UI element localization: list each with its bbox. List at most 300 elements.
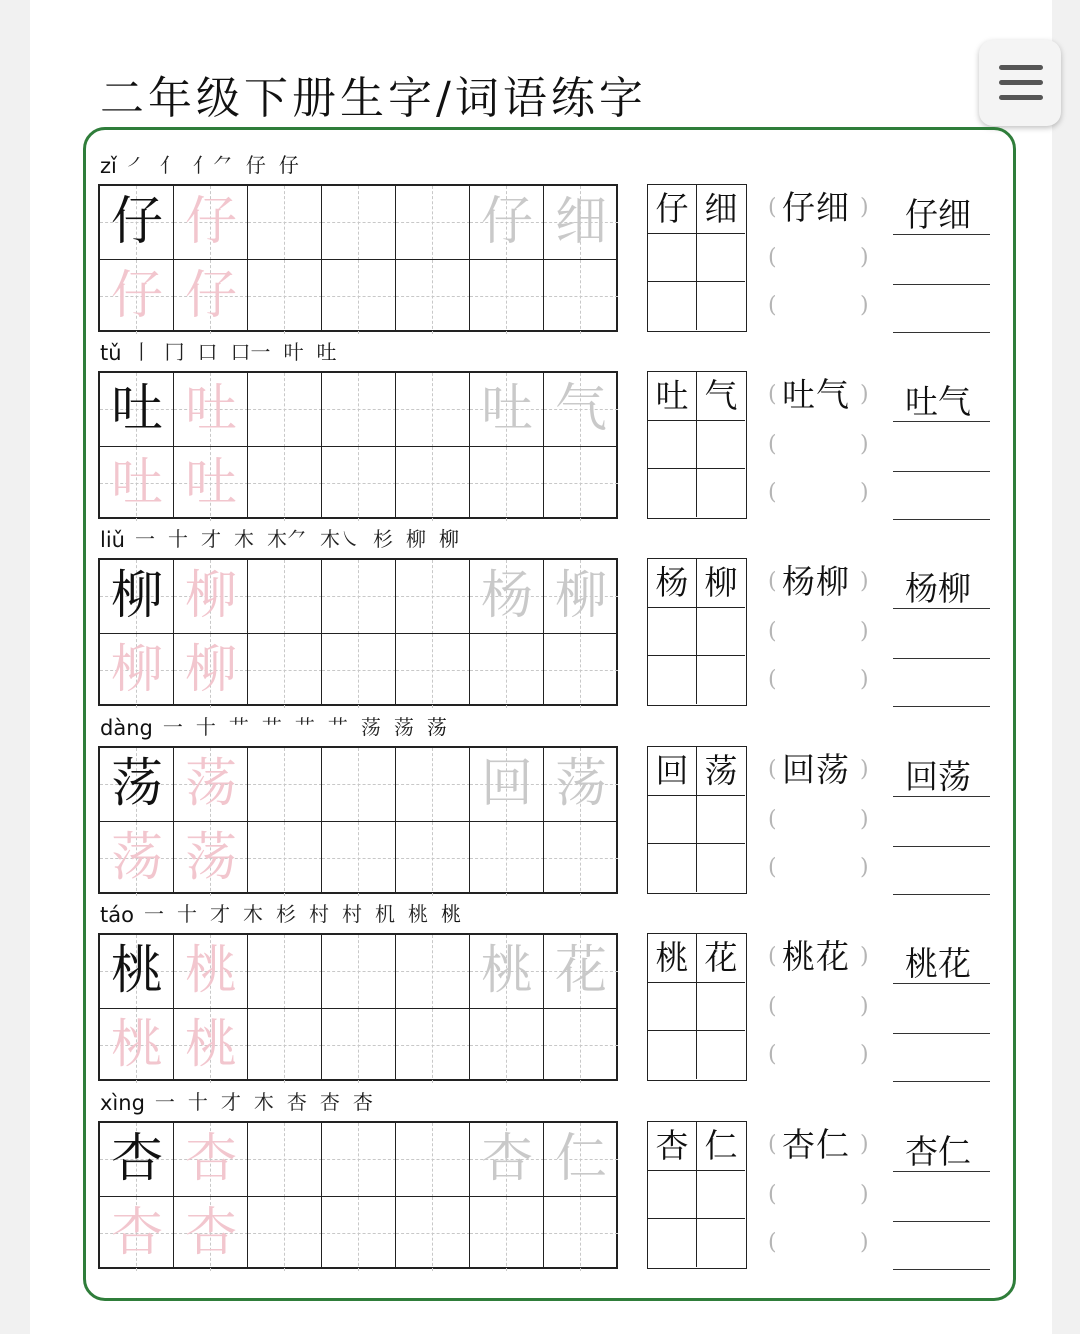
stroke-step: ㇒	[126, 153, 147, 177]
word-char: 仔	[655, 189, 689, 228]
practice-cell[interactable]	[100, 260, 174, 334]
practice-cell[interactable]	[100, 560, 174, 634]
paren-open: (	[768, 1132, 777, 1157]
guide-line-horizontal	[248, 1159, 322, 1160]
practice-cell[interactable]	[470, 1009, 544, 1083]
practice-cell[interactable]	[544, 447, 618, 521]
writing-line[interactable]	[893, 1269, 990, 1270]
writing-line[interactable]	[893, 1081, 990, 1082]
writing-line[interactable]	[893, 284, 990, 285]
trace-char: 仔	[184, 266, 237, 326]
pinyin-label: tǔ	[100, 341, 122, 365]
model-char: 杏	[110, 1129, 163, 1189]
practice-cell[interactable]	[470, 935, 544, 1009]
char-section-5	[0, 897, 1080, 1084]
practice-cell[interactable]	[100, 1197, 174, 1271]
paren-word: 仔细	[782, 188, 850, 227]
guide-line-horizontal	[396, 1045, 470, 1046]
guide-line-horizontal	[322, 1045, 396, 1046]
guide-line-vertical	[506, 447, 507, 521]
practice-cell[interactable]	[100, 634, 174, 708]
trace-char: 杏	[110, 1203, 163, 1263]
paren-open: (	[768, 245, 777, 270]
guide-line-vertical	[358, 634, 359, 708]
paren-open: (	[768, 855, 777, 880]
guide-line-horizontal	[322, 670, 396, 671]
practice-cell[interactable]	[174, 186, 248, 260]
guide-line-horizontal	[248, 858, 322, 859]
stroke-step: 荡	[360, 715, 381, 739]
writing-line[interactable]	[893, 894, 990, 895]
writing-line	[893, 421, 990, 422]
paren-close: )	[860, 944, 869, 969]
paren-open: (	[768, 569, 777, 594]
practice-cell[interactable]	[248, 935, 322, 1009]
stroke-step: 艹	[327, 715, 348, 739]
writing-line	[893, 1171, 990, 1172]
model-char: 仔	[110, 192, 163, 252]
paren-close: )	[860, 245, 869, 270]
practice-cell[interactable]	[322, 1009, 396, 1083]
guide-line-vertical	[432, 1197, 433, 1271]
practice-cell[interactable]	[396, 1123, 470, 1197]
word-trace-char: 细	[554, 192, 607, 252]
guide-line-horizontal	[396, 858, 470, 859]
trace-char: 荡	[110, 828, 163, 888]
word-grid	[647, 371, 747, 519]
practice-cell[interactable]	[396, 373, 470, 447]
stroke-step: 桃	[407, 902, 428, 926]
guide-line-vertical	[284, 1123, 285, 1197]
trace-char: 荡	[184, 754, 237, 814]
guide-line-vertical	[506, 260, 507, 334]
trace-char: 杏	[184, 1203, 237, 1263]
writing-line[interactable]	[893, 471, 990, 472]
guide-line-vertical	[506, 634, 507, 708]
menu-button[interactable]	[979, 40, 1061, 126]
practice-cell[interactable]	[322, 822, 396, 896]
practice-cell[interactable]	[248, 634, 322, 708]
guide-line-vertical	[284, 186, 285, 260]
trace-char: 柳	[110, 640, 163, 700]
paren-close: )	[860, 1182, 869, 1207]
paren-open: (	[768, 293, 777, 318]
practice-cell[interactable]	[322, 447, 396, 521]
hamburger-menu-icon	[999, 65, 1043, 70]
practice-cell[interactable]	[544, 186, 618, 260]
grid-divider	[100, 446, 618, 447]
guide-line-horizontal	[248, 1045, 322, 1046]
guide-line-horizontal	[396, 784, 470, 785]
paren-open: (	[768, 432, 777, 457]
practice-cell[interactable]	[248, 560, 322, 634]
practice-cell[interactable]	[174, 748, 248, 822]
practice-cell[interactable]	[396, 634, 470, 708]
stroke-step: 桃	[440, 902, 461, 926]
model-char: 桃	[110, 941, 163, 1001]
paren-open: (	[768, 757, 777, 782]
guide-line-vertical	[358, 447, 359, 521]
guide-line-horizontal	[470, 670, 544, 671]
practice-cell[interactable]	[396, 447, 470, 521]
trace-char: 杏	[184, 1129, 237, 1189]
word-trace-char: 柳	[554, 566, 607, 626]
writing-line[interactable]	[893, 846, 990, 847]
stroke-step: 才	[200, 527, 221, 551]
practice-cell[interactable]	[396, 186, 470, 260]
practice-cell[interactable]	[322, 634, 396, 708]
guide-line-vertical	[506, 1009, 507, 1083]
practice-cell[interactable]	[174, 822, 248, 896]
stroke-order-row	[100, 335, 350, 365]
guide-line-vertical	[506, 1197, 507, 1271]
guide-line-vertical	[580, 634, 581, 708]
word-char: 杨	[655, 563, 689, 602]
guide-line-vertical	[432, 186, 433, 260]
practice-cell[interactable]	[470, 373, 544, 447]
word-grid-divider	[648, 843, 745, 844]
practice-cell[interactable]	[544, 1197, 618, 1271]
guide-line-vertical	[358, 748, 359, 822]
underline-word: 杨柳	[905, 569, 971, 608]
word-grid	[647, 746, 747, 894]
practice-cell[interactable]	[396, 1009, 470, 1083]
guide-line-vertical	[432, 260, 433, 334]
guide-line-vertical	[432, 560, 433, 634]
paren-close: )	[860, 1042, 869, 1067]
word-grid-divider	[648, 1170, 745, 1171]
stroke-step: 亻⺈	[192, 153, 233, 177]
pinyin-label: liǔ	[100, 528, 125, 552]
practice-cell[interactable]	[470, 1197, 544, 1271]
writing-line[interactable]	[893, 706, 990, 707]
hamburger-menu-icon-bar	[999, 95, 1043, 100]
stroke-order-row	[100, 522, 472, 552]
practice-cell[interactable]	[100, 373, 174, 447]
practice-cell[interactable]	[470, 822, 544, 896]
stroke-step: 亻	[159, 153, 180, 177]
stroke-step: 村	[308, 902, 329, 926]
stroke-order-row	[100, 710, 460, 740]
guide-line-vertical	[284, 560, 285, 634]
practice-cell[interactable]	[248, 1009, 322, 1083]
word-grid	[647, 933, 747, 1081]
guide-line-vertical	[284, 373, 285, 447]
practice-cell[interactable]	[322, 186, 396, 260]
trace-char: 柳	[184, 566, 237, 626]
word-trace-char: 桃	[480, 941, 533, 1001]
practice-cell[interactable]	[322, 560, 396, 634]
paren-close: )	[860, 757, 869, 782]
practice-cell[interactable]	[544, 935, 618, 1009]
stroke-step: 叶	[283, 340, 304, 364]
practice-cell[interactable]	[248, 822, 322, 896]
writing-line[interactable]	[893, 658, 990, 659]
practice-cell[interactable]	[470, 186, 544, 260]
guide-line-horizontal	[396, 296, 470, 297]
guide-line-vertical	[580, 1009, 581, 1083]
paren-open: (	[768, 195, 777, 220]
word-char: 细	[704, 189, 738, 228]
guide-line-vertical	[284, 260, 285, 334]
guide-line-horizontal	[470, 296, 544, 297]
word-trace-char: 仔	[480, 192, 533, 252]
practice-cell[interactable]	[470, 260, 544, 334]
paren-word: 吐气	[782, 375, 850, 414]
practice-cell[interactable]	[100, 1009, 174, 1083]
stroke-order-row	[100, 897, 474, 927]
guide-line-vertical	[432, 1123, 433, 1197]
stroke-step: 机	[374, 902, 395, 926]
stroke-step: 仔	[278, 153, 299, 177]
guide-line-horizontal	[248, 971, 322, 972]
paren-open: (	[768, 1230, 777, 1255]
guide-line-horizontal	[396, 1233, 470, 1234]
stroke-step: 艹	[228, 715, 249, 739]
practice-cell[interactable]	[322, 260, 396, 334]
practice-cell[interactable]	[544, 822, 618, 896]
word-trace-char: 花	[554, 941, 607, 1001]
guide-line-horizontal	[544, 296, 618, 297]
guide-line-horizontal	[470, 483, 544, 484]
stroke-step: 十	[187, 1090, 208, 1114]
guide-line-vertical	[358, 186, 359, 260]
stroke-step: 杏	[352, 1090, 373, 1114]
practice-cell[interactable]	[470, 1123, 544, 1197]
practice-cell[interactable]	[248, 260, 322, 334]
word-trace-char: 仁	[554, 1129, 607, 1189]
pinyin-label: táo	[100, 903, 134, 927]
writing-line	[893, 796, 990, 797]
guide-line-horizontal	[396, 1159, 470, 1160]
practice-cell[interactable]	[248, 1123, 322, 1197]
practice-cell[interactable]	[396, 260, 470, 334]
guide-line-horizontal	[248, 596, 322, 597]
guide-line-horizontal	[470, 1045, 544, 1046]
word-grid	[647, 558, 747, 706]
practice-cell[interactable]	[322, 373, 396, 447]
practice-cell[interactable]	[174, 373, 248, 447]
practice-cell[interactable]	[396, 1197, 470, 1271]
trace-char: 吐	[184, 453, 237, 513]
paren-open: (	[768, 480, 777, 505]
guide-line-horizontal	[322, 596, 396, 597]
writing-line[interactable]	[893, 332, 990, 333]
word-grid-divider	[648, 795, 745, 796]
word-grid-divider	[648, 1030, 745, 1031]
guide-line-horizontal	[470, 858, 544, 859]
paren-close: )	[860, 994, 869, 1019]
practice-cell[interactable]	[470, 634, 544, 708]
guide-line-vertical	[284, 447, 285, 521]
practice-grid	[98, 933, 618, 1081]
writing-line	[893, 983, 990, 984]
practice-cell[interactable]	[396, 560, 470, 634]
practice-cell[interactable]	[100, 447, 174, 521]
guide-line-horizontal	[396, 971, 470, 972]
practice-cell[interactable]	[174, 634, 248, 708]
grid-divider	[100, 633, 618, 634]
practice-cell[interactable]	[174, 1009, 248, 1083]
guide-line-vertical	[358, 373, 359, 447]
practice-cell[interactable]	[100, 186, 174, 260]
practice-cell[interactable]	[100, 935, 174, 1009]
grid-divider	[100, 1008, 618, 1009]
paren-close: )	[860, 480, 869, 505]
word-grid-divider	[648, 281, 745, 282]
stroke-order-row	[100, 1085, 386, 1115]
practice-cell[interactable]	[322, 1197, 396, 1271]
word-trace-char: 吐	[480, 379, 533, 439]
stroke-step: 杏	[286, 1090, 307, 1114]
practice-cell[interactable]	[544, 748, 618, 822]
paren-close: )	[860, 667, 869, 692]
guide-line-vertical	[284, 634, 285, 708]
word-char: 桃	[655, 938, 689, 977]
stroke-step: 一	[143, 902, 164, 926]
guide-line-vertical	[580, 447, 581, 521]
stroke-step: 一	[134, 527, 155, 551]
word-char: 吐	[655, 376, 689, 415]
practice-cell[interactable]	[470, 447, 544, 521]
guide-line-vertical	[580, 1197, 581, 1271]
practice-cell[interactable]	[470, 560, 544, 634]
word-char: 气	[704, 376, 738, 415]
practice-cell[interactable]	[248, 748, 322, 822]
trace-char: 吐	[110, 453, 163, 513]
guide-line-horizontal	[544, 858, 618, 859]
word-grid-divider	[648, 607, 745, 608]
guide-line-vertical	[284, 748, 285, 822]
practice-cell[interactable]	[544, 560, 618, 634]
trace-char: 桃	[110, 1015, 163, 1075]
practice-cell[interactable]	[544, 373, 618, 447]
paren-word: 杨柳	[782, 562, 850, 601]
word-trace-char: 回	[480, 754, 533, 814]
hamburger-menu-icon-bar	[999, 80, 1043, 85]
word-trace-char: 杨	[480, 566, 533, 626]
word-grid-divider	[648, 420, 745, 421]
practice-cell[interactable]	[544, 634, 618, 708]
guide-line-vertical	[358, 822, 359, 896]
trace-char: 仔	[110, 266, 163, 326]
paren-word: 杏仁	[782, 1125, 850, 1164]
guide-line-horizontal	[248, 222, 322, 223]
pinyin-label: dàng	[100, 716, 153, 740]
practice-cell[interactable]	[174, 1197, 248, 1271]
underline-word: 杏仁	[905, 1132, 971, 1171]
guide-line-horizontal	[396, 596, 470, 597]
practice-cell[interactable]	[396, 748, 470, 822]
word-trace-char: 荡	[554, 754, 607, 814]
stroke-step: 荡	[393, 715, 414, 739]
guide-line-horizontal	[322, 483, 396, 484]
practice-grid	[98, 1121, 618, 1269]
stroke-step: 才	[209, 902, 230, 926]
practice-cell[interactable]	[470, 748, 544, 822]
practice-cell[interactable]	[396, 935, 470, 1009]
trace-char: 柳	[184, 640, 237, 700]
practice-cell[interactable]	[322, 1123, 396, 1197]
practice-cell[interactable]	[100, 822, 174, 896]
practice-cell[interactable]	[174, 935, 248, 1009]
paren-close: )	[860, 855, 869, 880]
guide-line-vertical	[432, 748, 433, 822]
practice-cell[interactable]	[248, 1197, 322, 1271]
model-char: 荡	[110, 754, 163, 814]
practice-cell[interactable]	[396, 822, 470, 896]
guide-line-horizontal	[322, 409, 396, 410]
paren-open: (	[768, 1182, 777, 1207]
guide-line-vertical	[358, 560, 359, 634]
paren-close: )	[860, 432, 869, 457]
word-grid-divider	[648, 655, 745, 656]
stroke-order-row	[100, 148, 312, 178]
pinyin-label: xìng	[100, 1091, 145, 1115]
practice-cell[interactable]	[544, 1123, 618, 1197]
guide-line-horizontal	[544, 483, 618, 484]
practice-cell[interactable]	[174, 447, 248, 521]
practice-cell[interactable]	[248, 447, 322, 521]
stroke-step: 艹	[294, 715, 315, 739]
guide-line-horizontal	[396, 483, 470, 484]
writing-line[interactable]	[893, 519, 990, 520]
practice-cell[interactable]	[174, 560, 248, 634]
grid-divider	[100, 259, 618, 260]
practice-cell[interactable]	[100, 1123, 174, 1197]
practice-cell[interactable]	[100, 748, 174, 822]
stroke-step: 十	[167, 527, 188, 551]
stroke-step: 口	[197, 340, 218, 364]
word-trace-char: 杏	[480, 1129, 533, 1189]
guide-line-horizontal	[248, 784, 322, 785]
practice-cell[interactable]	[322, 748, 396, 822]
guide-line-horizontal	[544, 1233, 618, 1234]
stroke-step: 冂	[164, 340, 185, 364]
stroke-step: 木⺈	[266, 527, 307, 551]
practice-cell[interactable]	[174, 1123, 248, 1197]
writing-line[interactable]	[893, 1033, 990, 1034]
guide-line-horizontal	[248, 296, 322, 297]
paren-word: 桃花	[782, 937, 850, 976]
paren-close: )	[860, 807, 869, 832]
guide-line-horizontal	[322, 784, 396, 785]
guide-line-vertical	[284, 822, 285, 896]
grid-divider	[100, 1196, 618, 1197]
guide-line-vertical	[432, 634, 433, 708]
guide-line-vertical	[432, 822, 433, 896]
practice-cell[interactable]	[248, 186, 322, 260]
paren-open: (	[768, 807, 777, 832]
writing-line[interactable]	[893, 1221, 990, 1222]
model-char: 柳	[110, 566, 163, 626]
practice-grid	[98, 746, 618, 894]
practice-cell[interactable]	[174, 260, 248, 334]
practice-cell[interactable]	[544, 260, 618, 334]
word-grid-divider	[648, 468, 745, 469]
practice-cell[interactable]	[248, 373, 322, 447]
stroke-step: 一	[162, 715, 183, 739]
guide-line-horizontal	[248, 409, 322, 410]
guide-line-vertical	[506, 822, 507, 896]
practice-cell[interactable]	[322, 935, 396, 1009]
guide-line-vertical	[284, 1009, 285, 1083]
stroke-step: 仔	[245, 153, 266, 177]
underline-word: 桃花	[905, 944, 971, 983]
practice-cell[interactable]	[544, 1009, 618, 1083]
trace-char: 桃	[184, 1015, 237, 1075]
paren-close: )	[860, 195, 869, 220]
